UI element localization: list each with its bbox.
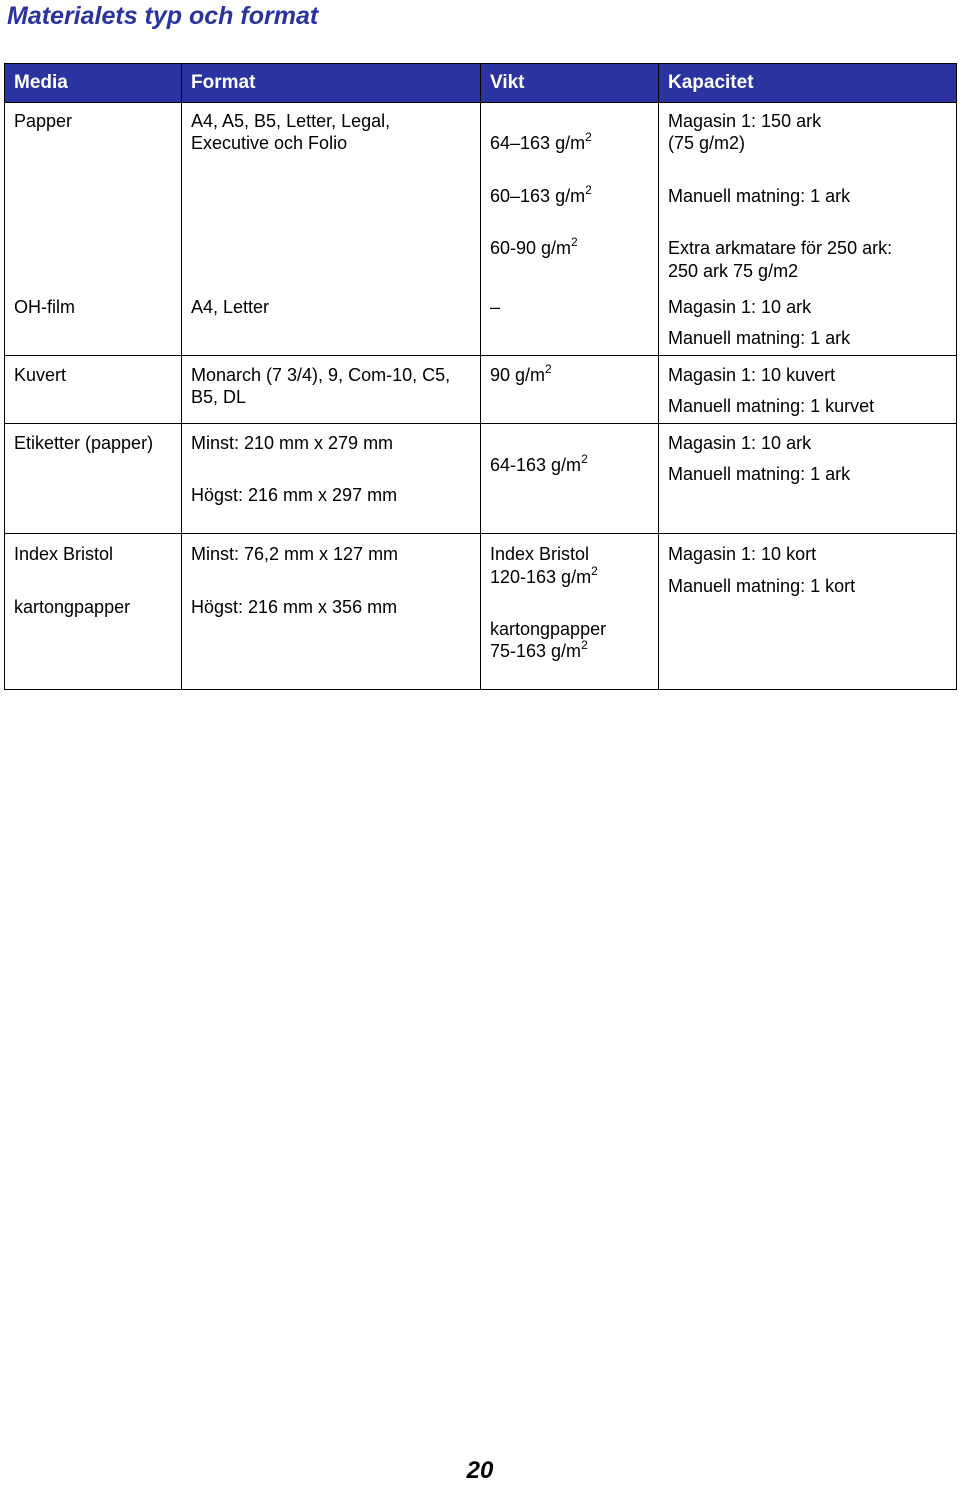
cell-kapacitet-kuvert-2: Manuell matning: 1 kurvet — [668, 396, 875, 416]
vikt-value: 120-163 g/m — [490, 567, 592, 587]
cell-kapacitet-ohfilm-1: Magasin 1: 10 ark — [668, 297, 812, 317]
cell-vikt-papper-3 — [490, 237, 578, 259]
cell-format-etiketter-line2: Högst: 216 mm x 297 mm — [191, 485, 398, 505]
vikt-value: 64–163 g/m — [490, 133, 586, 153]
cell-format-index-line1: Minst: 76,2 mm x 127 mm — [191, 544, 399, 564]
cell-vikt-index-1b — [490, 566, 598, 588]
cell-format-kuvert-line1: Monarch (7 3/4), 9, Com-10, C5, — [191, 365, 451, 385]
header-format: Format — [191, 72, 256, 93]
media-spec-table — [4, 63, 957, 690]
cell-media-kuvert: Kuvert — [14, 365, 67, 385]
superscript: 2 — [585, 130, 592, 144]
cell-format-kuvert-line2: B5, DL — [191, 387, 247, 407]
superscript: 2 — [571, 235, 578, 249]
superscript: 2 — [581, 638, 588, 652]
cell-kapacitet-papper-3a: Extra arkmatare för 250 ark: — [668, 238, 893, 258]
cell-vikt-etiketter — [490, 454, 588, 476]
cell-format-etiketter-line1: Minst: 210 mm x 279 mm — [191, 433, 394, 453]
row-divider — [5, 533, 956, 534]
vikt-value: 64-163 g/m — [490, 455, 582, 475]
column-divider — [480, 64, 481, 689]
cell-vikt-index-1a: Index Bristol — [490, 544, 590, 564]
cell-vikt-ohfilm: – — [490, 297, 501, 317]
cell-vikt-papper-1 — [490, 132, 592, 154]
cell-vikt-index-2b — [490, 640, 588, 662]
row-divider — [5, 423, 956, 424]
cell-kapacitet-papper-1b: (75 g/m2) — [668, 133, 746, 153]
cell-vikt-papper-2 — [490, 185, 592, 207]
cell-format-index-line2: Högst: 216 mm x 356 mm — [191, 597, 398, 617]
cell-kapacitet-kuvert-1: Magasin 1: 10 kuvert — [668, 365, 836, 385]
column-divider — [181, 64, 182, 689]
cell-format-ohfilm: A4, Letter — [191, 297, 270, 317]
cell-vikt-index-2a: kartongpapper — [490, 619, 607, 639]
cell-media-ohfilm: OH-film — [14, 297, 75, 317]
cell-kapacitet-papper-2: Manuell matning: 1 ark — [668, 186, 851, 206]
superscript: 2 — [585, 183, 592, 197]
cell-media-index-line1: Index Bristol — [14, 544, 114, 564]
cell-kapacitet-papper-3b: 250 ark 75 g/m2 — [668, 261, 799, 281]
cell-media-index-line2: kartongpapper — [14, 597, 131, 617]
header-vikt: Vikt — [490, 72, 525, 93]
page-title: Materialets typ och format — [7, 2, 319, 30]
cell-kapacitet-ohfilm-2: Manuell matning: 1 ark — [668, 328, 851, 348]
cell-media-papper: Papper — [14, 111, 73, 131]
superscript: 2 — [581, 452, 588, 466]
cell-kapacitet-index-2: Manuell matning: 1 kort — [668, 576, 856, 596]
vikt-value: 60-90 g/m — [490, 238, 572, 258]
superscript: 2 — [545, 362, 552, 376]
cell-kapacitet-etiketter-2: Manuell matning: 1 ark — [668, 464, 851, 484]
row-divider — [5, 355, 956, 356]
vikt-value: 60–163 g/m — [490, 186, 586, 206]
header-media: Media — [14, 72, 68, 93]
vikt-value: 90 g/m — [490, 365, 546, 385]
cell-kapacitet-papper-1a: Magasin 1: 150 ark — [668, 111, 822, 131]
cell-format-papper-line2: Executive och Folio — [191, 133, 348, 153]
column-divider — [658, 64, 659, 689]
cell-kapacitet-etiketter-1: Magasin 1: 10 ark — [668, 433, 812, 453]
cell-format-papper-line1: A4, A5, B5, Letter, Legal, — [191, 111, 391, 131]
header-kapacitet: Kapacitet — [668, 72, 754, 93]
page-number: 20 — [466, 1457, 494, 1484]
superscript: 2 — [591, 564, 598, 578]
vikt-value: 75-163 g/m — [490, 641, 582, 661]
cell-kapacitet-index-1: Magasin 1: 10 kort — [668, 544, 817, 564]
cell-vikt-kuvert — [490, 364, 552, 386]
cell-media-etiketter: Etiketter (papper) — [14, 433, 154, 453]
